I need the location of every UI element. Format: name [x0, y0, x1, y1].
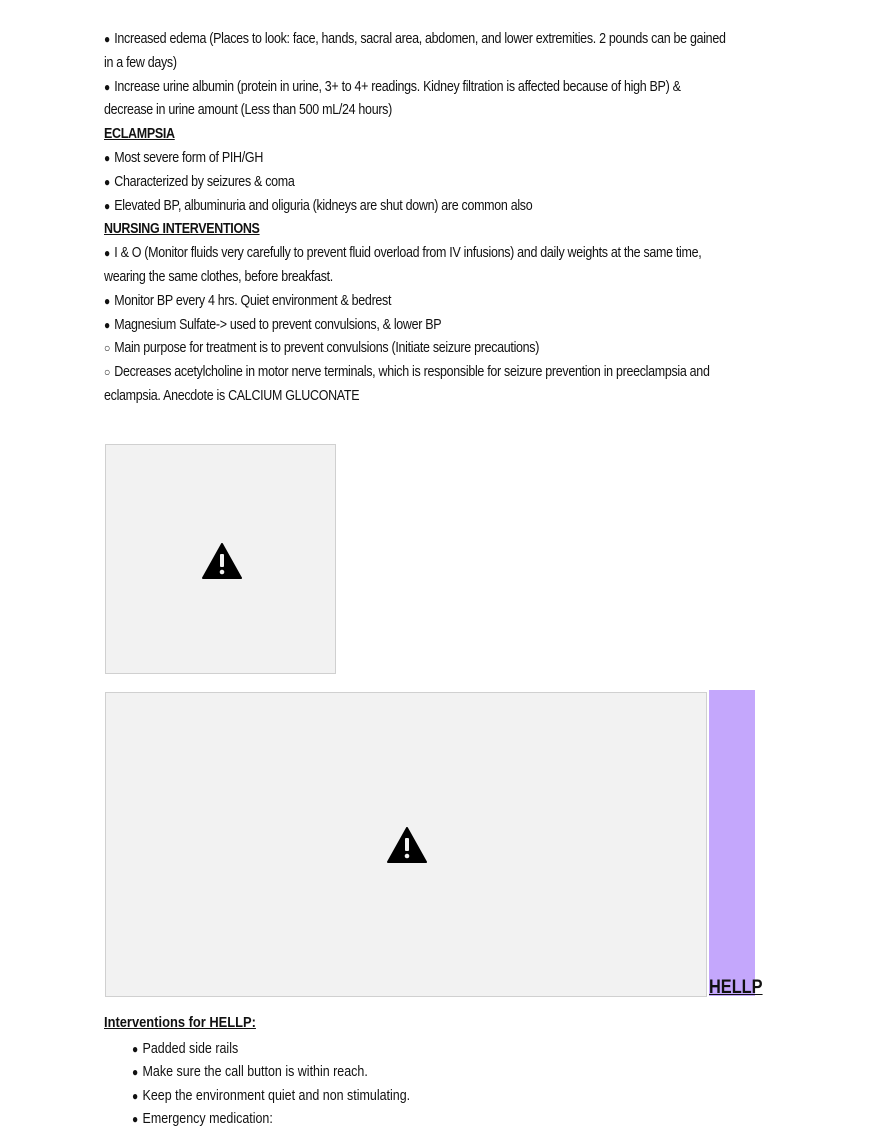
- mag-sulfate-text: [104, 314, 775, 338]
- hellp-interventions-list: [132, 1038, 455, 1132]
- eclampsia-item-text: Most severe form of PIH/GH: [114, 149, 264, 166]
- list-item: ● Keep the environment quiet and non stimulating.: [132, 1085, 410, 1108]
- monitor-bp-line: Monitor BP every 4 hrs. Quiet environment & bedrest: [114, 292, 392, 309]
- edema-text: [104, 28, 775, 52]
- acetyl-line-1: Decreases acetylcholine in motor nerve terminals, which is responsible for seizure prevention in preeclampsia and: [114, 364, 710, 381]
- albumin-text-cont: decrease in urine amount (Less than 500 mL/24 hours): [104, 102, 392, 119]
- hellp-label: HELLP: [709, 977, 763, 998]
- eclampsia-item-text: Elevated BP, albuminuria and oliguria (kidneys are shut down) are common also: [114, 197, 533, 214]
- nursing-heading: NURSING INTERVENTIONS: [104, 221, 260, 238]
- eclampsia-heading: ECLAMPSIA: [104, 126, 175, 143]
- io-text: [104, 242, 775, 266]
- list-item: ● Padded side rails: [132, 1038, 410, 1061]
- main-purpose-line: Main purpose for treatment is to prevent convulsions (Initiate seizure precautions): [114, 340, 540, 357]
- acetyl-text-cont: eclampsia. Anecdote is CALCIUM GLUCONATE: [104, 387, 360, 404]
- monitor-bp-text: [104, 290, 775, 314]
- hellp-accent-bar: [709, 690, 755, 996]
- list-item: ● Emergency medication:: [132, 1108, 410, 1131]
- hellp-interventions-heading: Interventions for HELLP:: [104, 1014, 256, 1031]
- eclampsia-item: [104, 195, 775, 219]
- small-image-placeholder: [105, 444, 336, 674]
- eclampsia-item: [104, 147, 775, 171]
- edema-line-1: Increased edema (Places to look: face, hands, sacral area, abdomen, and lower extremities. 2 pounds can be gained: [114, 31, 726, 47]
- mag-sulfate-line: Magnesium Sulfate-> used to prevent convulsions, & lower BP: [114, 316, 442, 333]
- albumin-text: [104, 76, 775, 100]
- albumin-line-1: Increase urine albumin (protein in urine, 3+ to 4+ readings. Kidney filtration is affected because of high BP) &: [114, 78, 681, 95]
- eclampsia-item-text: Characterized by seizures & coma: [114, 173, 295, 190]
- acetyl-text: [104, 361, 775, 385]
- large-image-placeholder: [105, 692, 707, 997]
- warning-icon: [202, 543, 242, 579]
- document-body: [104, 28, 776, 409]
- main-purpose-text: [104, 337, 775, 361]
- eclampsia-item: [104, 171, 775, 195]
- io-line-1: I & O (Monitor fluids very carefully to prevent fluid overload from IV infusions) and daily weights at the same time,: [114, 245, 702, 262]
- edema-text-cont: in a few days): [104, 54, 177, 71]
- list-item: ● Make sure the call button is within reach.: [132, 1061, 410, 1084]
- warning-icon: [387, 827, 427, 863]
- io-text-cont: wearing the same clothes, before breakfast.: [104, 268, 333, 285]
